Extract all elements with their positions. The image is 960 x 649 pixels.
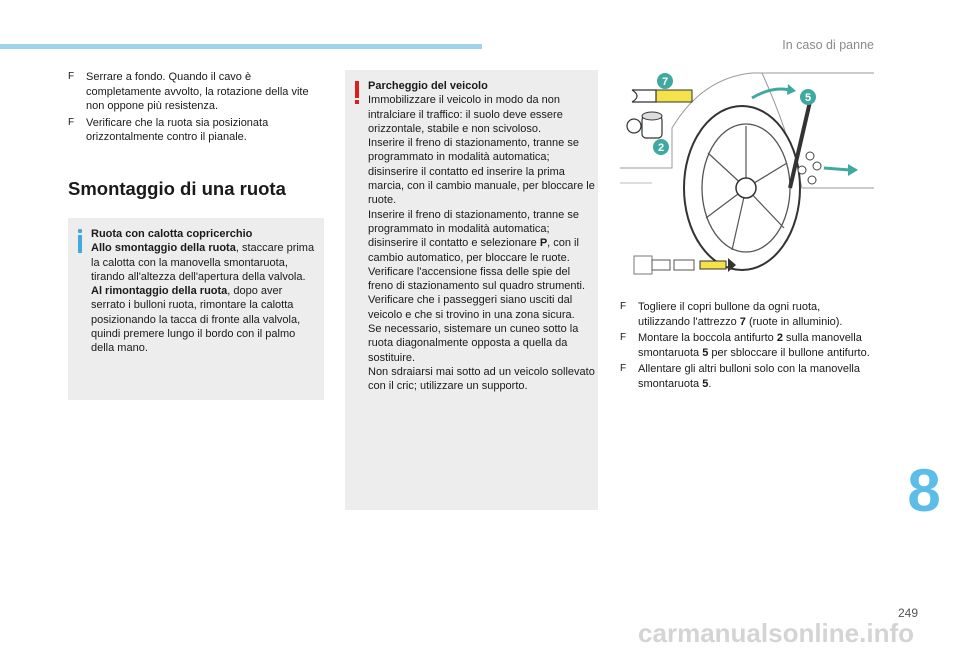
step-text: (ruote in alluminio). xyxy=(745,315,843,328)
warning-line: Inserire il freno di stazionamento, tranne se programmato in modalità automatica; disinserire il contatto e selezionare xyxy=(368,208,579,250)
warning-line: Verificare che i passeggeri siano usciti dal veicolo e che si trovino in una zona sicura. xyxy=(368,294,575,321)
step-text: Montare la boccola antifurto xyxy=(638,332,777,344)
info-icon xyxy=(77,229,83,253)
bullet-marker: F xyxy=(620,332,627,343)
info-p1-bold: Allo smontaggio della ruota xyxy=(91,242,236,255)
label-2: 2 xyxy=(657,142,665,154)
bullet-marker: F xyxy=(68,71,75,82)
page-number: 249 xyxy=(897,606,918,620)
info-p2-bold: Al rimontaggio della ruota xyxy=(91,285,228,298)
chapter-number: 8 xyxy=(907,457,941,524)
bullet-text: Serrare a fondo. Quando il cavo è completamente avvolto, la rotazione della vite non oppone più resistenza. xyxy=(86,71,309,112)
warning-gear-p: P xyxy=(539,237,548,250)
section-title: Smontaggio di una ruota xyxy=(68,178,286,199)
warning-line: Se necessario, sistemare un cuneo sotto la ruota diagonalmente opposta a quella da sostituire. xyxy=(368,323,579,364)
step-text: . xyxy=(708,377,712,390)
header-title: In caso di panne xyxy=(782,38,874,52)
label-7: 7 xyxy=(661,76,669,88)
warning-icon xyxy=(354,81,360,105)
step-item xyxy=(620,362,870,391)
info-text xyxy=(91,227,317,356)
warning-line: , con il cambio automatico, per bloccare le ruote. xyxy=(368,237,579,264)
label-5: 5 xyxy=(804,92,812,104)
info-p2-text: , dopo aver serrato i bulloni ruota, rimontare la calotta posizionando la tacca di fronte alla valvola, quindi premere lungo il bordo con il palmo della mano. xyxy=(91,285,301,355)
bullet-marker: F xyxy=(620,363,627,374)
step-ref: 7 xyxy=(739,315,746,328)
step-ref: 5 xyxy=(702,346,709,359)
warning-heading: Parcheggio del veicolo xyxy=(368,80,488,92)
bullet-marker: F xyxy=(620,301,627,312)
watermark: carmanualsonline.info xyxy=(638,618,914,648)
step-text: sulla manovella smontaruota xyxy=(638,332,862,359)
step-item xyxy=(620,300,870,329)
bullet-item xyxy=(68,70,324,114)
info-heading: Ruota con calotta copricerchio xyxy=(91,228,253,240)
warning-line: Immobilizzare il veicolo in modo da non intralciare il traffico: il suolo deve essere orizzontale, stabile e non scivoloso. xyxy=(368,94,563,135)
warning-box xyxy=(345,70,598,510)
step-text: Allentare gli altri bulloni solo con la manovella smontaruota xyxy=(638,363,860,390)
warning-line: Verificare l'accensione fissa delle spie del freno di stazionamento sul quadro strumenti. xyxy=(368,265,586,293)
warning-line: Inserire il freno di stazionamento, tranne se programmato in modalità automatica; disinserire il contatto ed inserire la prima marcia, con il cambio manuale, per bloccare le ruote. xyxy=(368,137,595,207)
info-p1-text: , staccare prima la calotta con la manovella smontaruota, tirando all'altezza dell'apertura della valvola. xyxy=(91,242,315,283)
step-item xyxy=(620,331,870,360)
step-text: Togliere il copri bullone da ogni ruota, utilizzando l'attrezzo xyxy=(638,301,821,328)
step-ref: 5 xyxy=(702,377,709,390)
warning-text xyxy=(368,79,596,394)
bullet-text: Verificare che la ruota sia posizionata orizzontalmente contro il pianale. xyxy=(86,116,269,143)
steps-list xyxy=(620,300,870,393)
warning-line: Non sdraiarsi mai sotto ad un veicolo sollevato con il cric; utilizzare un supporto. xyxy=(368,365,595,393)
intro-bullets xyxy=(68,70,324,147)
step-ref: 2 xyxy=(776,332,783,344)
header-accent-bar xyxy=(0,44,482,49)
bullet-item xyxy=(68,116,324,145)
step-text: per sbloccare il bullone antifurto. xyxy=(708,346,870,359)
info-box xyxy=(68,218,324,400)
bullet-marker: F xyxy=(68,116,75,128)
wheel-removal-illustration xyxy=(612,68,874,283)
